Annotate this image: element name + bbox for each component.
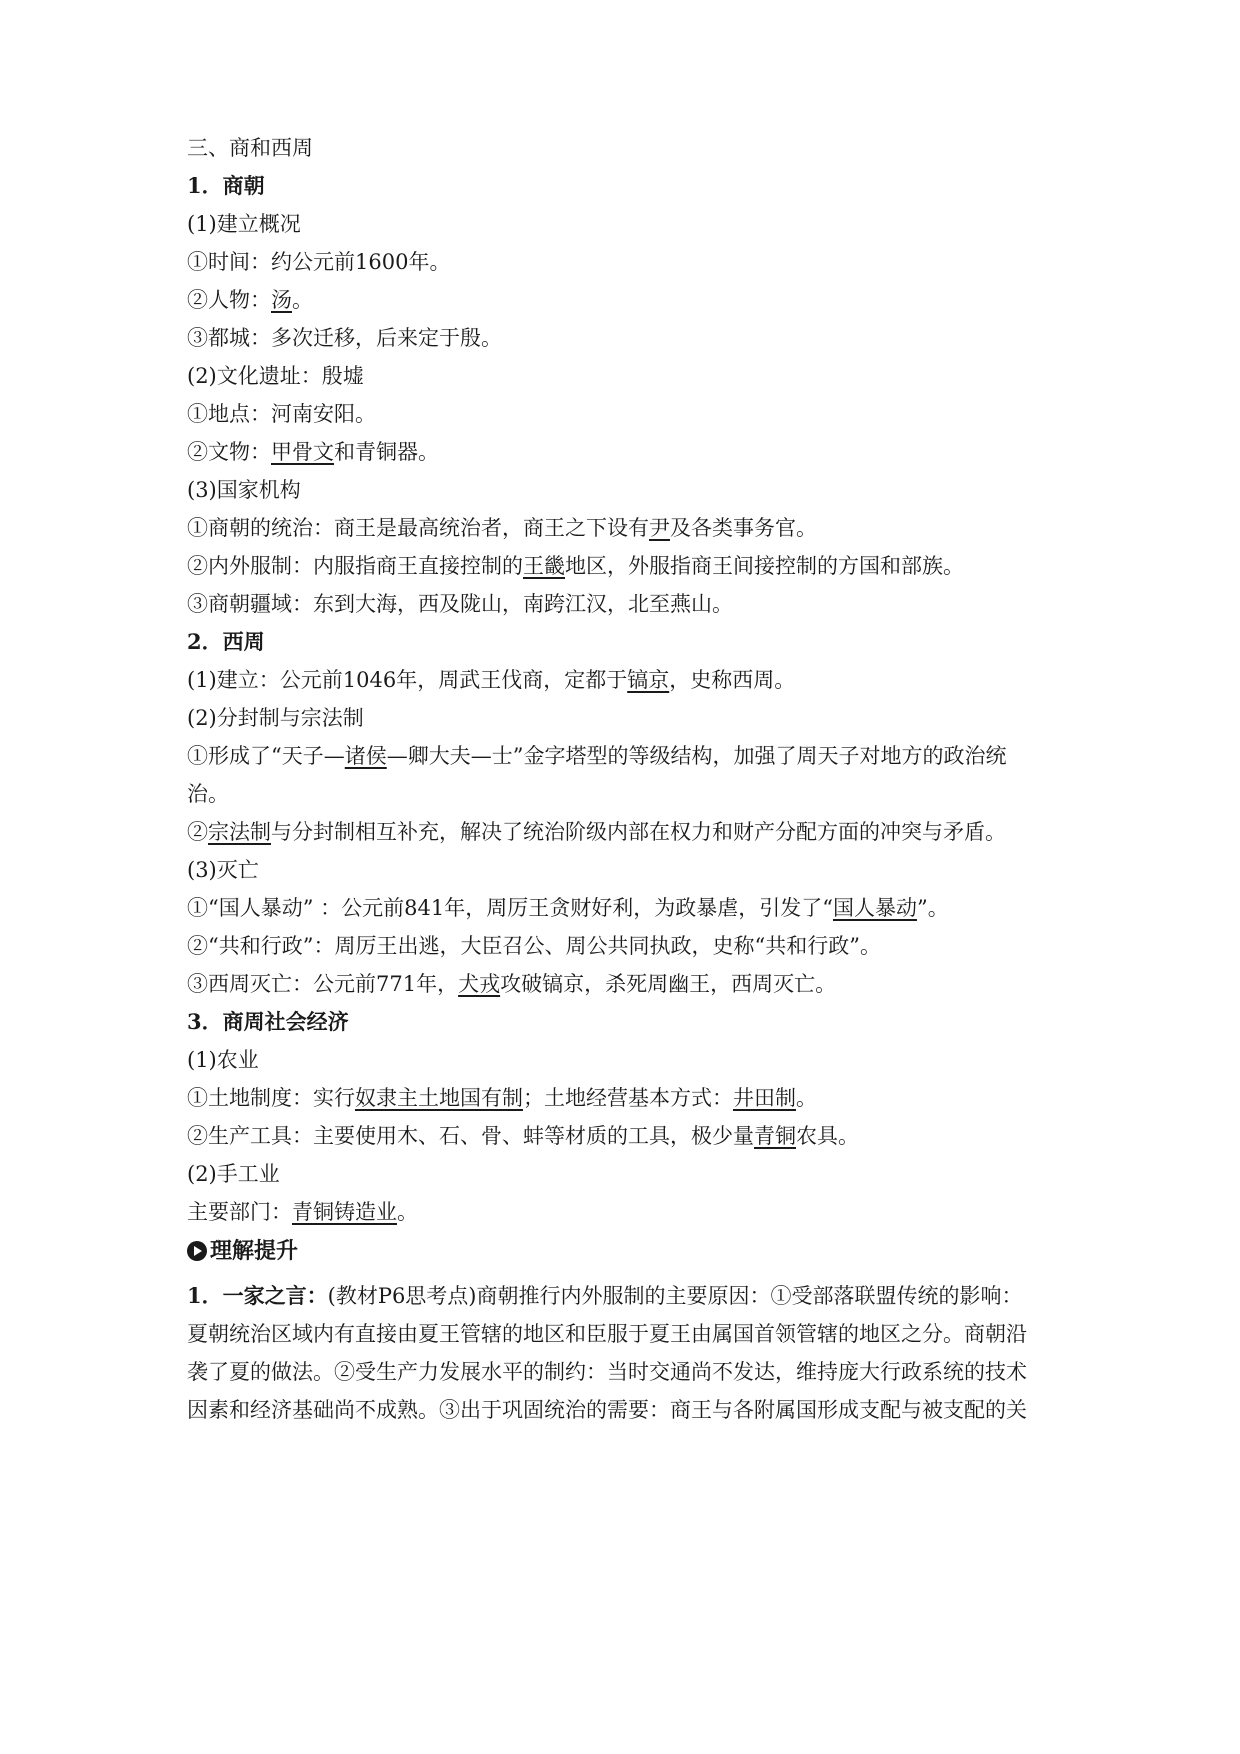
xizhou-clan	[187, 817, 1067, 847]
text-segment: ①“国人暴动” ：公元前841年，周厉王贪财好利，为政暴虐，引发了“	[187, 896, 833, 920]
economy-craft-title: (2)手工业	[187, 1162, 280, 1186]
shang-establish-title: (1)建立概况	[187, 212, 301, 236]
economy-dept	[187, 1197, 1067, 1227]
understanding-para-line3: 袭了夏的做法。②受生产力发展水平的制约：当时交通尚不发达，维持庞大行政系统的技术	[187, 1360, 1027, 1384]
shang-person	[187, 285, 1067, 315]
understanding-para-line2: 夏朝统治区域内有直接由夏王管辖的地区和臣服于夏王由属国首领管辖的地区之分。商朝沿	[187, 1322, 1027, 1346]
text-segment: 。	[292, 288, 313, 312]
shang-time: ①时间：约公元前1600年。	[187, 250, 451, 274]
xizhou-riot	[187, 893, 1067, 923]
text-segment: ②内外服制：内服指商王直接控制的	[187, 554, 523, 578]
text-segment: 农具。	[796, 1124, 859, 1148]
text-segment: ②	[187, 820, 208, 844]
shang-capital: ③都城：多次迁移，后来定于殷。	[187, 326, 502, 350]
text-segment: 地区，外服指商王间接控制的方国和部族。	[565, 554, 964, 578]
shang-heading: 1．商朝	[187, 173, 265, 198]
keyword: 井田制	[733, 1086, 796, 1110]
economy-agri-title: (1)农业	[187, 1048, 259, 1072]
keyword: 奴隶主土地国有制	[355, 1086, 523, 1110]
text-segment: ②生产工具：主要使用木、石、骨、蚌等材质的工具，极少量	[187, 1124, 754, 1148]
shang-relic	[187, 437, 1067, 467]
understanding-para-line1	[187, 1281, 1067, 1311]
keyword: 王畿	[523, 554, 565, 578]
text-segment: 攻破镐京，杀死周幽王，西周灭亡。	[500, 972, 837, 996]
keyword: 镐京	[627, 668, 670, 692]
xizhou-fief-cont: 治。	[187, 782, 229, 806]
text-segment: 和青铜器。	[334, 440, 439, 464]
text-segment: 及各类事务官。	[670, 516, 817, 540]
text-segment: 。	[397, 1200, 418, 1224]
text-segment: —卿大夫—士”金字塔型的等级结构，加强了周天子对地方的政治统	[386, 744, 1007, 768]
xizhou-establish	[187, 665, 1067, 695]
shang-place: ①地点：河南安阳。	[187, 402, 376, 426]
text-segment: 主要部门：	[187, 1200, 292, 1224]
understanding-lead: 1．一家之言：	[187, 1283, 328, 1308]
play-arrow-icon	[187, 1241, 207, 1261]
keyword: 青铜铸造业	[292, 1200, 397, 1224]
text-segment: ③西周灭亡：公元前771年，	[187, 972, 459, 996]
text-segment: (教材P6思考点)商朝推行内外服制的主要原因：①受部落联盟传统的影响：	[327, 1284, 1023, 1308]
text-segment: ①土地制度：实行	[187, 1086, 355, 1110]
text-segment: ，史称西周。	[669, 668, 796, 692]
text-segment: ；土地经营基本方式：	[523, 1086, 733, 1110]
xizhou-heading: 2．西周	[187, 629, 265, 654]
understanding-title: 理解提升	[210, 1238, 299, 1264]
text-segment: ①商朝的统治：商王是最高统治者，商王之下设有	[187, 516, 649, 540]
shang-org-title: (3)国家机构	[187, 478, 301, 502]
shang-territory: ③商朝疆域：东到大海，西及陇山，南跨江汉，北至燕山。	[187, 592, 733, 616]
text-segment: ”。	[916, 896, 949, 920]
text-segment: 。	[796, 1086, 817, 1110]
text-segment: (1)建立：公元前1046年，周武王伐商，定都于	[187, 668, 628, 692]
understanding-title-row	[187, 1236, 1067, 1266]
keyword: 宗法制	[208, 820, 271, 844]
keyword: 汤	[271, 288, 292, 312]
shang-service	[187, 551, 1067, 581]
text-segment: ②人物：	[187, 288, 271, 312]
xizhou-system-title: (2)分封制与宗法制	[187, 706, 364, 730]
economy-tools	[187, 1121, 1067, 1151]
section-title: 三、商和西周	[187, 136, 313, 160]
xizhou-fief	[187, 741, 1067, 771]
text-segment: ①形成了“天子—	[187, 744, 345, 768]
xizhou-gonghe: ②“共和行政”：周厉王出逃，大臣召公、周公共同执政，史称“共和行政”。	[187, 934, 881, 958]
shang-ruins-title: (2)文化遗址：殷墟	[187, 364, 364, 388]
keyword: 犬戎	[458, 972, 501, 996]
keyword: 尹	[649, 516, 670, 540]
economy-heading: 3．商周社会经济	[187, 1009, 349, 1034]
understanding-para-line4: 因素和经济基础尚不成熟。③出于巩固统治的需要：商王与各附属国形成支配与被支配的关	[187, 1398, 1027, 1422]
text-segment: 与分封制相互补充，解决了统治阶级内部在权力和财产分配方面的冲突与矛盾。	[271, 820, 1006, 844]
keyword: 国人暴动	[832, 896, 917, 920]
xizhou-fall-title: (3)灭亡	[187, 858, 259, 882]
keyword: 青铜	[754, 1124, 796, 1148]
economy-land	[187, 1083, 1067, 1113]
text-segment: ②文物：	[187, 440, 271, 464]
shang-rule	[187, 513, 1067, 543]
keyword: 甲骨文	[271, 440, 334, 464]
keyword: 诸侯	[344, 744, 387, 768]
xizhou-end	[187, 969, 1067, 999]
